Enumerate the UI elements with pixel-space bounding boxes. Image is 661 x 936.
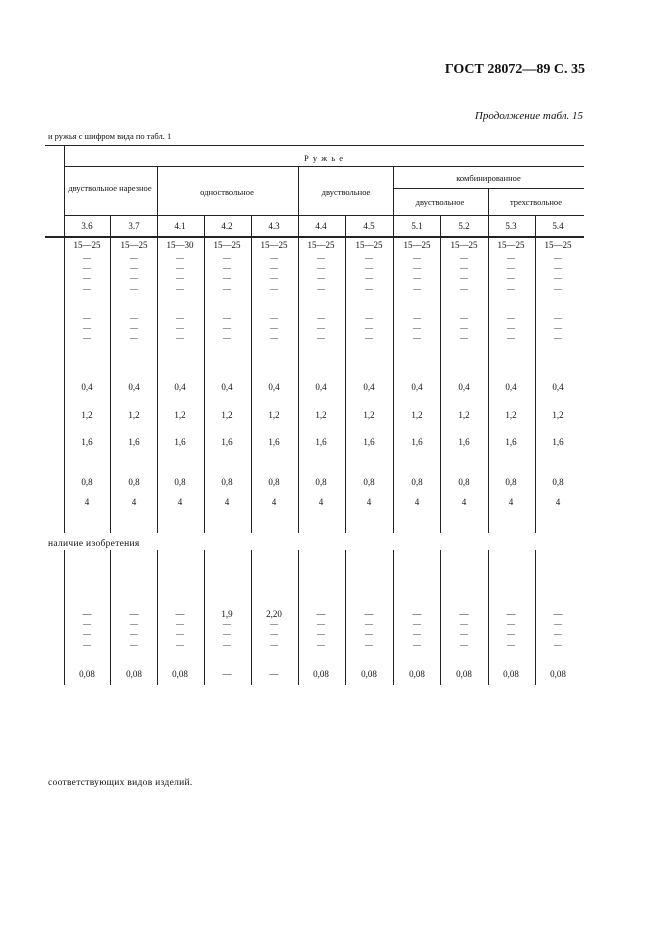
cell-r3-4-1: 1,2 — [174, 410, 186, 420]
cell-r6-4-5: 4 — [366, 497, 372, 507]
dash-cell: — — [460, 323, 468, 332]
column-code-3-6: 3.6 — [81, 221, 93, 231]
table-continued-label: Продолжение табл. 15 — [474, 110, 583, 122]
cell-r3-4-4: 1,2 — [315, 410, 327, 420]
vrule-header — [535, 215, 536, 236]
cell-r7-5-3: — — [506, 609, 516, 619]
vrule-body-lower — [393, 550, 394, 685]
cell-r4-4-2: 1,6 — [221, 437, 233, 447]
cell-r1-4-1: 15—30 — [166, 240, 194, 250]
dash-cell: — — [554, 284, 562, 293]
cell-r5-5-4: 0,8 — [552, 477, 564, 487]
vrule-body — [251, 236, 252, 533]
dash-cell: — — [270, 263, 278, 272]
cell-r4-4-4: 1,6 — [315, 437, 327, 447]
dash-cell: — — [223, 273, 231, 282]
dash-cell: — — [460, 273, 468, 282]
cell-r6-3-7: 4 — [131, 497, 137, 507]
dash-cell: — — [176, 333, 184, 342]
dash-cell: — — [413, 263, 421, 272]
cell-r7-4-4: — — [316, 609, 326, 619]
cell-r1-4-3: 15—25 — [260, 240, 288, 250]
dash-cell: — — [83, 313, 91, 322]
dash-cell: — — [507, 313, 515, 322]
dash-cell: — — [130, 253, 138, 262]
dash-cell: — — [270, 284, 278, 293]
dash-cell: — — [460, 629, 468, 638]
header-bottom-rule — [45, 236, 584, 238]
cell-r6-4-2: 4 — [224, 497, 230, 507]
cell-r8-5-1: 0,08 — [409, 669, 425, 679]
dash-cell: — — [317, 284, 325, 293]
dash-cell: — — [317, 253, 325, 262]
cell-r5-3-6: 0,8 — [81, 477, 93, 487]
cell-r1-5-3: 15—25 — [497, 240, 525, 250]
vrule-body-lower — [440, 550, 441, 685]
column-code-4-2: 4.2 — [221, 221, 233, 231]
cell-r2-3-6: 0,4 — [81, 382, 93, 392]
vrule-header — [393, 166, 394, 236]
dash-cell: — — [365, 313, 373, 322]
group-rifled-double: двуствольное нарезное — [68, 183, 152, 193]
dash-cell: — — [413, 333, 421, 342]
vrule-body-lower — [298, 550, 299, 685]
dash-cell: — — [507, 640, 515, 649]
dash-cell: — — [507, 629, 515, 638]
dash-cell: — — [130, 619, 138, 628]
dash-cell: — — [507, 333, 515, 342]
vrule-header — [440, 215, 441, 236]
dash-cell: — — [413, 629, 421, 638]
cell-r7-4-2: 1,9 — [221, 609, 233, 619]
dash-cell: — — [554, 333, 562, 342]
dash-cell: — — [130, 273, 138, 282]
group-title: Р у ж ь е — [304, 153, 344, 163]
dash-cell: — — [460, 313, 468, 322]
dash-cell: — — [507, 273, 515, 282]
dash-cell: — — [270, 273, 278, 282]
dash-cell: — — [317, 619, 325, 628]
cell-r6-4-4: 4 — [318, 497, 324, 507]
dash-cell: — — [176, 253, 184, 262]
dash-cell: — — [176, 629, 184, 638]
cell-r2-5-3: 0,4 — [505, 382, 517, 392]
vrule-header — [204, 215, 205, 236]
dash-cell: — — [130, 313, 138, 322]
dash-cell: — — [413, 284, 421, 293]
cell-r3-4-2: 1,2 — [221, 410, 233, 420]
cell-r8-4-2: — — [222, 669, 232, 679]
dash-cell: — — [460, 640, 468, 649]
dash-cell: — — [176, 263, 184, 272]
cell-r8-5-3: 0,08 — [503, 669, 519, 679]
dash-cell: — — [365, 263, 373, 272]
dash-cell: — — [130, 629, 138, 638]
cell-r4-4-1: 1,6 — [174, 437, 186, 447]
cell-r5-4-3: 0,8 — [268, 477, 280, 487]
cell-r6-4-3: 4 — [271, 497, 277, 507]
dash-cell: — — [413, 323, 421, 332]
dash-cell: — — [554, 629, 562, 638]
cell-r7-4-5: — — [364, 609, 374, 619]
dash-cell: — — [83, 333, 91, 342]
group-combined: комбинированное — [456, 173, 521, 183]
dash-cell: — — [554, 323, 562, 332]
column-code-4-5: 4.5 — [363, 221, 375, 231]
vrule-header — [110, 215, 111, 236]
vrule-body-left-lower — [64, 550, 65, 685]
dash-cell: — — [317, 333, 325, 342]
cell-r3-5-3: 1,2 — [505, 410, 517, 420]
dash-cell: — — [270, 253, 278, 262]
cell-r2-4-3: 0,4 — [268, 382, 280, 392]
column-code-5-2: 5.2 — [458, 221, 470, 231]
cell-r4-5-1: 1,6 — [411, 437, 423, 447]
cell-r7-3-7: — — [129, 609, 139, 619]
dash-cell: — — [365, 333, 373, 342]
group-double-barrel: двуствольное — [321, 187, 371, 197]
dash-cell: — — [83, 263, 91, 272]
cell-r2-5-4: 0,4 — [552, 382, 564, 392]
cell-r7-5-1: — — [412, 609, 422, 619]
column-code-4-4: 4.4 — [315, 221, 327, 231]
dash-cell: — — [317, 323, 325, 332]
dash-cell: — — [270, 619, 278, 628]
cell-r5-4-2: 0,8 — [221, 477, 233, 487]
cell-r2-5-2: 0,4 — [458, 382, 470, 392]
cell-r8-3-6: 0,08 — [79, 669, 95, 679]
dash-cell: — — [554, 313, 562, 322]
cell-r1-5-4: 15—25 — [544, 240, 572, 250]
dash-cell: — — [460, 333, 468, 342]
cell-r6-4-1: 4 — [177, 497, 183, 507]
group-combined-double: двуствольное — [415, 197, 465, 207]
dash-cell: — — [83, 284, 91, 293]
dash-cell: — — [507, 323, 515, 332]
dash-cell: — — [130, 284, 138, 293]
dash-cell: — — [176, 640, 184, 649]
dash-cell: — — [270, 629, 278, 638]
dash-cell: — — [554, 253, 562, 262]
cell-r3-4-3: 1,2 — [268, 410, 280, 420]
dash-cell: — — [223, 629, 231, 638]
cell-r5-5-2: 0,8 — [458, 477, 470, 487]
vrule-body-lower — [204, 550, 205, 685]
vrule-body-lower — [345, 550, 346, 685]
cell-r2-4-5: 0,4 — [363, 382, 375, 392]
cell-r8-3-7: 0,08 — [126, 669, 142, 679]
vrule-header — [157, 166, 158, 236]
dash-cell: — — [83, 323, 91, 332]
vrule-header — [488, 188, 489, 236]
cell-r1-4-5: 15—25 — [355, 240, 383, 250]
dash-cell: — — [176, 284, 184, 293]
dash-cell: — — [223, 619, 231, 628]
dash-cell: — — [413, 313, 421, 322]
cell-r7-4-1: — — [175, 609, 185, 619]
vrule-body — [204, 236, 205, 533]
dash-cell: — — [507, 263, 515, 272]
dash-cell: — — [270, 333, 278, 342]
column-code-5-1: 5.1 — [411, 221, 423, 231]
cell-r6-5-4: 4 — [555, 497, 561, 507]
dash-cell: — — [223, 323, 231, 332]
subgroup-rule — [64, 215, 584, 216]
dash-cell: — — [317, 629, 325, 638]
dash-cell: — — [460, 263, 468, 272]
dash-cell: — — [507, 619, 515, 628]
vrule-body — [345, 236, 346, 533]
cell-r7-5-2: — — [459, 609, 469, 619]
cell-r4-4-5: 1,6 — [363, 437, 375, 447]
dash-cell: — — [223, 253, 231, 262]
dash-cell: — — [176, 313, 184, 322]
dash-cell: — — [365, 640, 373, 649]
cell-r8-4-4: 0,08 — [313, 669, 329, 679]
vrule-body-lower — [110, 550, 111, 685]
vrule-body — [393, 236, 394, 533]
cell-r3-4-5: 1,2 — [363, 410, 375, 420]
dash-cell: — — [365, 273, 373, 282]
cell-r6-5-2: 4 — [461, 497, 467, 507]
dash-cell: — — [270, 640, 278, 649]
dash-cell: — — [176, 323, 184, 332]
dash-cell: — — [317, 313, 325, 322]
table-top-rule — [45, 145, 584, 146]
group-single-barrel: одноствольное — [200, 187, 254, 197]
vrule-header — [345, 215, 346, 236]
cell-r3-3-6: 1,2 — [81, 410, 93, 420]
dash-cell: — — [223, 313, 231, 322]
cell-r2-4-2: 0,4 — [221, 382, 233, 392]
page-header: ГОСТ 28072—89 С. 35 — [444, 62, 585, 77]
group-combined-triple: трехствольное — [509, 197, 563, 207]
cell-r1-3-6: 15—25 — [73, 240, 101, 250]
cell-r7-4-3: 2,20 — [266, 609, 282, 619]
dash-cell: — — [554, 640, 562, 649]
cell-r1-5-1: 15—25 — [403, 240, 431, 250]
dash-cell: — — [413, 640, 421, 649]
dash-cell: — — [507, 253, 515, 262]
cell-r4-5-4: 1,6 — [552, 437, 564, 447]
dash-cell: — — [365, 323, 373, 332]
cell-r4-5-2: 1,6 — [458, 437, 470, 447]
vrule-body — [440, 236, 441, 533]
cell-r8-4-1: 0,08 — [172, 669, 188, 679]
dash-cell: — — [270, 323, 278, 332]
cell-r1-4-4: 15—25 — [307, 240, 335, 250]
dash-cell: — — [413, 273, 421, 282]
cell-r1-4-2: 15—25 — [213, 240, 241, 250]
cell-r3-5-4: 1,2 — [552, 410, 564, 420]
dash-cell: — — [223, 333, 231, 342]
dash-cell: — — [83, 619, 91, 628]
dash-cell: — — [223, 263, 231, 272]
dash-cell: — — [460, 619, 468, 628]
section-invention-label: наличие изобретения — [48, 539, 140, 549]
dash-cell: — — [413, 253, 421, 262]
dash-cell: — — [130, 323, 138, 332]
cell-r8-5-2: 0,08 — [456, 669, 472, 679]
cell-r2-3-7: 0,4 — [128, 382, 140, 392]
column-code-5-3: 5.3 — [505, 221, 517, 231]
dash-cell: — — [317, 640, 325, 649]
dash-cell: — — [460, 253, 468, 262]
vrule-body-lower — [488, 550, 489, 685]
cell-r8-4-3: — — [269, 669, 279, 679]
cell-r6-3-6: 4 — [84, 497, 90, 507]
dash-cell: — — [317, 273, 325, 282]
dash-cell: — — [223, 640, 231, 649]
column-code-5-4: 5.4 — [552, 221, 564, 231]
vrule-header — [251, 215, 252, 236]
cell-r8-5-4: 0,08 — [550, 669, 566, 679]
cell-r3-5-1: 1,2 — [411, 410, 423, 420]
column-code-3-7: 3.7 — [128, 221, 140, 231]
dash-cell: — — [83, 640, 91, 649]
cell-r2-5-1: 0,4 — [411, 382, 423, 392]
dash-cell: — — [176, 619, 184, 628]
vrule-body — [298, 236, 299, 533]
cell-r4-3-6: 1,6 — [81, 437, 93, 447]
cell-r1-3-7: 15—25 — [120, 240, 148, 250]
vrule-body — [110, 236, 111, 533]
cell-r5-4-5: 0,8 — [363, 477, 375, 487]
column-code-4-3: 4.3 — [268, 221, 280, 231]
vrule-header-left — [64, 145, 65, 236]
dash-cell: — — [317, 263, 325, 272]
dash-cell: — — [413, 619, 421, 628]
dash-cell: — — [554, 619, 562, 628]
cell-r5-3-7: 0,8 — [128, 477, 140, 487]
cell-r7-3-6: — — [82, 609, 92, 619]
cell-r3-5-2: 1,2 — [458, 410, 470, 420]
cell-r5-4-1: 0,8 — [174, 477, 186, 487]
vrule-body — [535, 236, 536, 533]
dash-cell: — — [365, 619, 373, 628]
dash-cell: — — [554, 273, 562, 282]
dash-cell: — — [507, 284, 515, 293]
dash-cell: — — [83, 629, 91, 638]
cell-r7-5-4: — — [553, 609, 563, 619]
cell-r4-4-3: 1,6 — [268, 437, 280, 447]
dash-cell: — — [130, 263, 138, 272]
dash-cell: — — [130, 640, 138, 649]
vrule-body — [157, 236, 158, 533]
cell-r2-4-4: 0,4 — [315, 382, 327, 392]
dash-cell: — — [460, 284, 468, 293]
cell-r4-3-7: 1,6 — [128, 437, 140, 447]
dash-cell: — — [223, 284, 231, 293]
vrule-body-lower — [535, 550, 536, 685]
dash-cell: — — [130, 333, 138, 342]
cell-r2-4-1: 0,4 — [174, 382, 186, 392]
cell-r1-5-2: 15—25 — [450, 240, 478, 250]
cell-r4-5-3: 1,6 — [505, 437, 517, 447]
vrule-body — [488, 236, 489, 533]
column-code-4-1: 4.1 — [174, 221, 186, 231]
dash-cell: — — [365, 284, 373, 293]
cell-r8-4-5: 0,08 — [361, 669, 377, 679]
cell-r6-5-3: 4 — [508, 497, 514, 507]
cell-r5-5-3: 0,8 — [505, 477, 517, 487]
vrule-body-lower — [157, 550, 158, 685]
vrule-body-lower — [251, 550, 252, 685]
group-rule — [64, 166, 584, 167]
dash-cell: — — [365, 253, 373, 262]
dash-cell: — — [365, 629, 373, 638]
cell-r3-3-7: 1,2 — [128, 410, 140, 420]
cell-r5-5-1: 0,8 — [411, 477, 423, 487]
dash-cell: — — [554, 263, 562, 272]
dash-cell: — — [270, 313, 278, 322]
table-lead-text: и ружья с шифром вида по табл. 1 — [48, 131, 172, 141]
cell-r5-4-4: 0,8 — [315, 477, 327, 487]
dash-cell: — — [83, 273, 91, 282]
vrule-body-left — [64, 236, 65, 533]
vrule-header — [298, 166, 299, 236]
footer-note: соответствующих видов изделий. — [48, 778, 193, 788]
cell-r6-5-1: 4 — [414, 497, 420, 507]
dash-cell: — — [83, 253, 91, 262]
dash-cell: — — [176, 273, 184, 282]
